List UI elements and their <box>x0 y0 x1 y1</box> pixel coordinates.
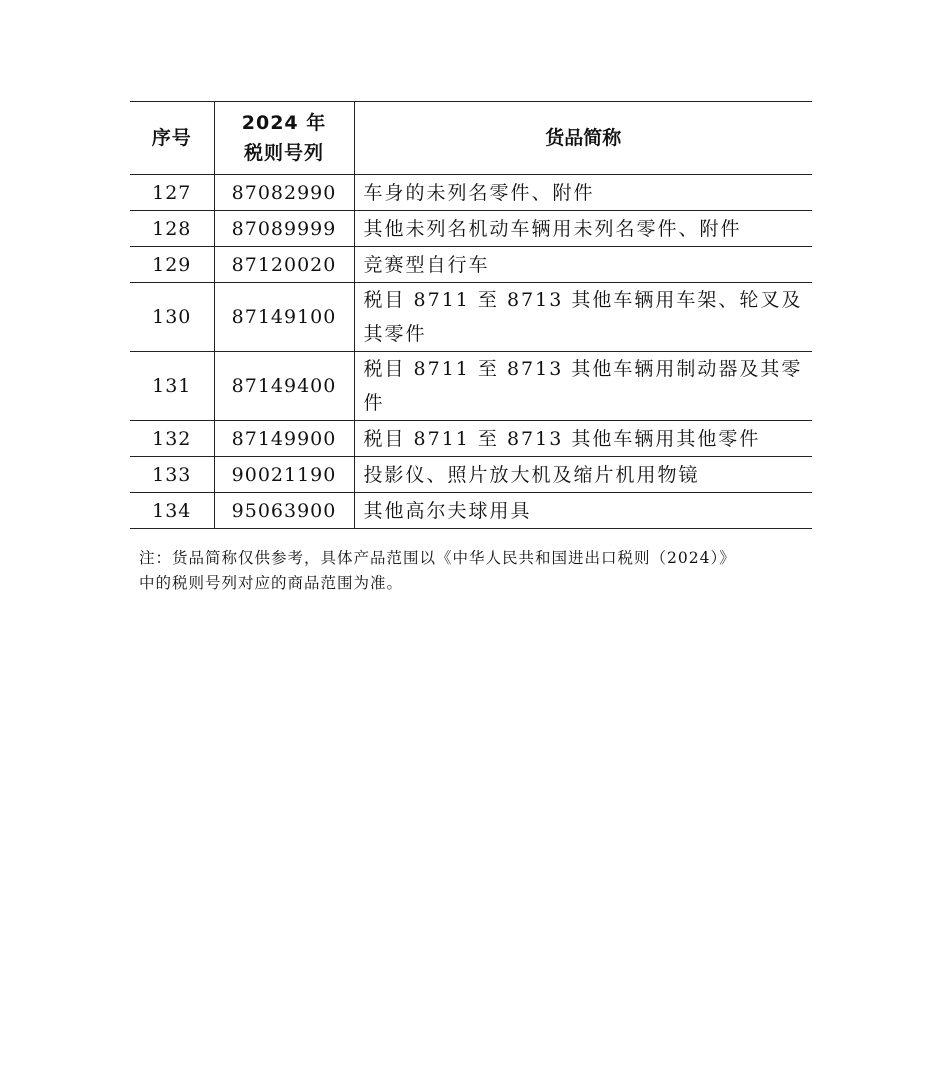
cell-seq: 134 <box>130 493 214 529</box>
cell-tariff-code: 87149400 <box>214 352 354 421</box>
cell-goods-name: 税目 8711 至 8713 其他车辆用车架、轮叉及其零件 <box>354 283 812 352</box>
cell-tariff-code: 87149100 <box>214 283 354 352</box>
cell-tariff-code: 87149900 <box>214 421 354 457</box>
table-row <box>130 421 812 457</box>
header-goods-name: 货品简称 <box>354 102 812 175</box>
header-tariff-code-line2: 税则号列 <box>243 142 324 164</box>
cell-seq: 128 <box>130 211 214 247</box>
cell-seq: 133 <box>130 457 214 493</box>
table-row <box>130 493 812 529</box>
cell-goods-name: 其他未列名机动车辆用未列名零件、附件 <box>354 211 812 247</box>
cell-goods-name: 其他高尔夫球用具 <box>354 493 812 529</box>
table-header-row <box>130 102 812 175</box>
cell-tariff-code: 87082990 <box>214 175 354 211</box>
cell-tariff-code: 90021190 <box>214 457 354 493</box>
cell-seq: 131 <box>130 352 214 421</box>
cell-tariff-code: 87089999 <box>214 211 354 247</box>
cell-seq: 127 <box>130 175 214 211</box>
table-row <box>130 211 812 247</box>
table-row <box>130 247 812 283</box>
cell-goods-name: 税目 8711 至 8713 其他车辆用其他零件 <box>354 421 812 457</box>
cell-goods-name: 税目 8711 至 8713 其他车辆用制动器及其零件 <box>354 352 812 421</box>
header-seq: 序号 <box>130 102 214 175</box>
footnote <box>139 546 819 596</box>
cell-tariff-code: 87120020 <box>214 247 354 283</box>
cell-goods-name: 投影仪、照片放大机及缩片机用物镜 <box>354 457 812 493</box>
table-row <box>130 352 812 421</box>
footnote-line2: 中的税则号列对应的商品范围为准。 <box>139 574 404 592</box>
cell-tariff-code: 95063900 <box>214 493 354 529</box>
table-row <box>130 175 812 211</box>
header-tariff-code-line1: 2024 年 <box>241 112 327 134</box>
cell-seq: 132 <box>130 421 214 457</box>
cell-goods-name: 竞赛型自行车 <box>354 247 812 283</box>
header-tariff-code <box>214 102 354 175</box>
cell-seq: 129 <box>130 247 214 283</box>
cell-seq: 130 <box>130 283 214 352</box>
footnote-line1: 注：货品简称仅供参考，具体产品范围以《中华人民共和国进出口税则（2024）》 <box>139 549 736 567</box>
tariff-table <box>130 101 812 529</box>
cell-goods-name: 车身的未列名零件、附件 <box>354 175 812 211</box>
table-row <box>130 283 812 352</box>
table-row <box>130 457 812 493</box>
